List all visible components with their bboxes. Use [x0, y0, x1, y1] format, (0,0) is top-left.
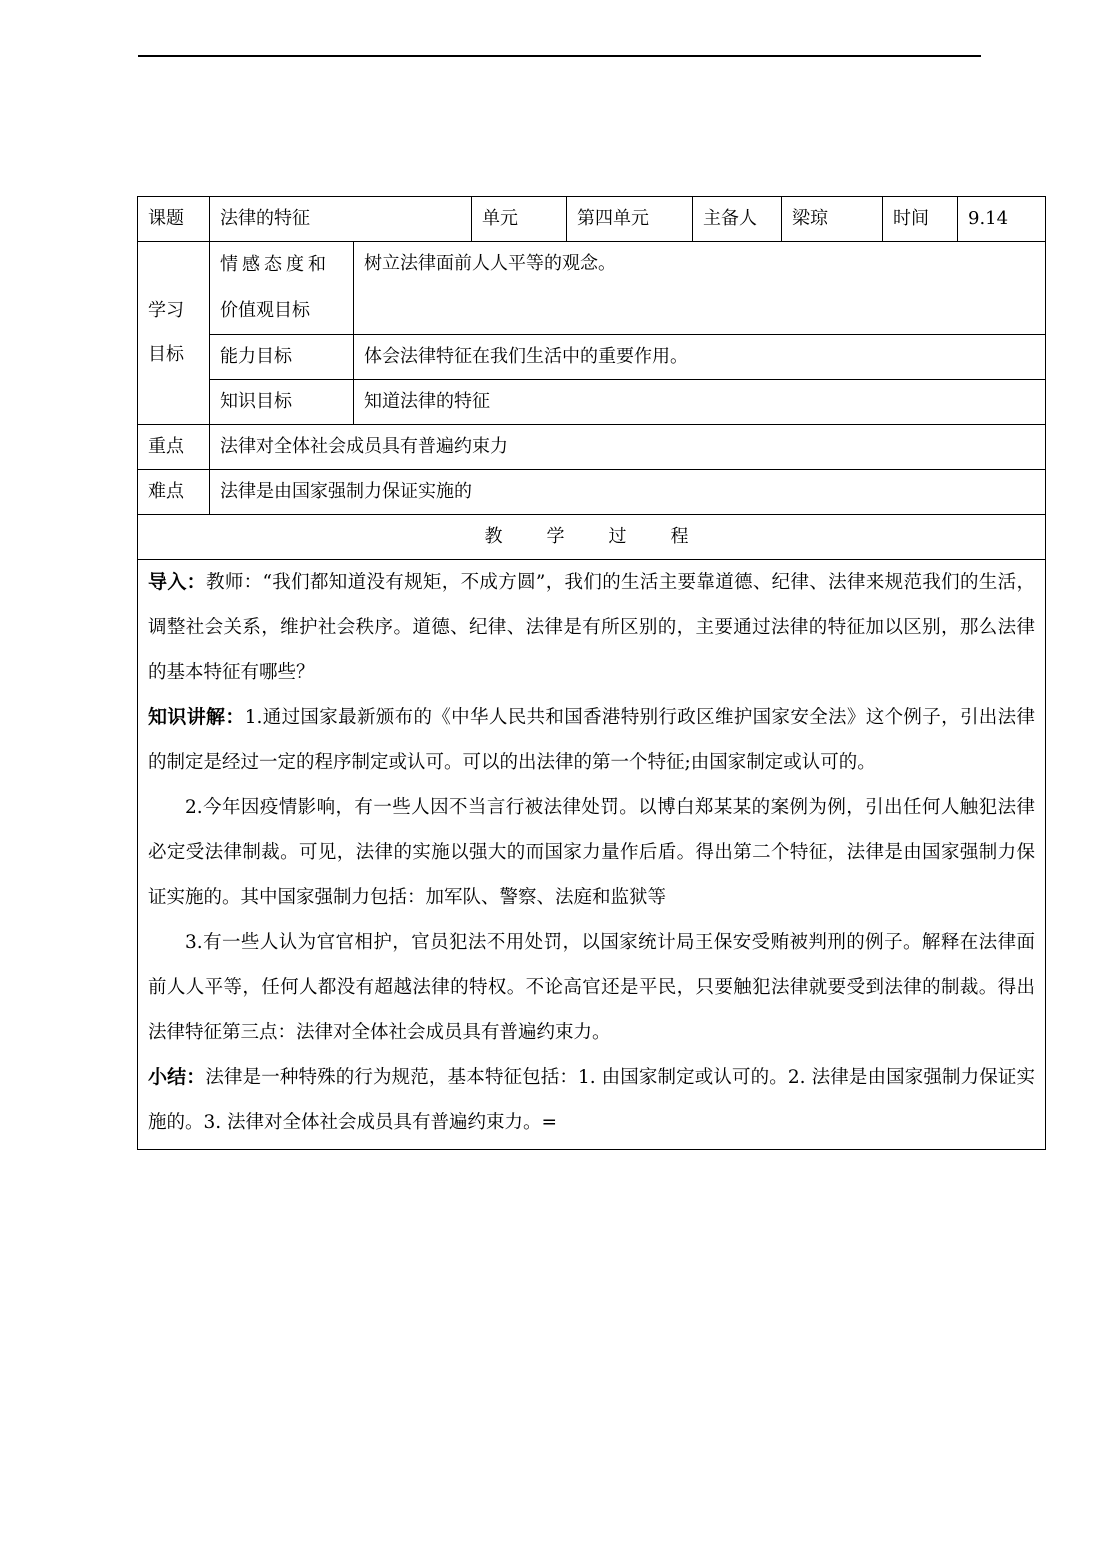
difficulty-row [138, 470, 1046, 515]
ability-objective-value: 体会法律特征在我们生活中的重要作用。 [354, 335, 1046, 380]
key-point-label: 重点 [138, 425, 210, 470]
intro-paragraph [148, 560, 1035, 695]
emotion-label-line2: 价值观目标 [220, 300, 310, 321]
knowledge-objective-label: 知识目标 [210, 380, 354, 425]
time-value: 9.14 [958, 197, 1046, 242]
intro-heading: 导入： [148, 571, 206, 593]
unit-value: 第四单元 [567, 197, 693, 242]
ability-objective-row [138, 335, 1046, 380]
course-value: 法律的特征 [210, 197, 472, 242]
key-point-value: 法律对全体社会成员具有普遍约束力 [210, 425, 1046, 470]
process-body [138, 560, 1046, 1150]
summary-text: 法律是一种特殊的行为规范，基本特征包括：1. 由国家制定或认可的。2. 法律是由国家强制力保证实施的。3. 法律对全体社会成员具有普遍约束力。= [148, 1067, 1035, 1133]
objectives-label-line2: 目标 [148, 344, 184, 365]
ability-objective-label: 能力目标 [210, 335, 354, 380]
process-body-row [138, 560, 1046, 1150]
explain-paragraph-2: 2.今年因疫情影响，有一些人因不当言行被法律处罚。以博白郑某某的案例为例，引出任何人触犯法律必定受法律制裁。可见，法律的实施以强大的而国家力量作后盾。得出第二个特征，法律是由国家强制力保证实施的。其中国家强制力包括：加军队、警察、法庭和监狱等 [148, 797, 1035, 908]
summary-heading: 小结： [148, 1066, 206, 1088]
process-title: 教学过程 [138, 515, 1046, 560]
header-row [138, 197, 1046, 242]
difficulty-value: 法律是由国家强制力保证实施的 [210, 470, 1046, 515]
key-point-row [138, 425, 1046, 470]
explain-text-1: 1.通过国家最新颁布的《中华人民共和国香港特别行政区维护国家安全法》这个例子，引出法律的制定是经过一定的程序制定或认可。可以的出法律的第一个特征;由国家制定或认可的。 [148, 707, 1035, 773]
intro-text: 教师：“我们都知道没有规矩，不成方圆”，我们的生活主要靠道德、纪律、法律来规范我们的生活，调整社会关系，维护社会秩序。道德、纪律、法律是有所区别的，主要通过法律的特征加以区别，那么法律的基本特征有哪些？ [148, 572, 1035, 683]
objectives-label-line1: 学习 [148, 300, 184, 321]
time-label: 时间 [883, 197, 958, 242]
emotion-objective-row [138, 242, 1046, 335]
header-rule [138, 55, 981, 57]
summary-paragraph [148, 1055, 1035, 1145]
objectives-label [138, 242, 210, 425]
knowledge-objective-row [138, 380, 1046, 425]
process-title-row [138, 515, 1046, 560]
emotion-objective-value: 树立法律面前人人平等的观念。 [354, 242, 1046, 335]
course-label: 课题 [138, 197, 210, 242]
difficulty-label: 难点 [138, 470, 210, 515]
lesson-plan-table [137, 196, 1046, 1150]
unit-label: 单元 [472, 197, 567, 242]
explain-heading: 知识讲解： [148, 706, 245, 728]
knowledge-objective-value: 知道法律的特征 [354, 380, 1046, 425]
preparer-label: 主备人 [693, 197, 782, 242]
emotion-label-line1: 情感态度和 [220, 254, 330, 275]
explain-paragraph-3: 3.有一些人认为官官相护，官员犯法不用处罚，以国家统计局王保安受贿被判刑的例子。解释在法律面前人人平等，任何人都没有超越法律的特权。不论高官还是平民，只要触犯法律就要受到法律的制裁。得出法律特征第三点：法律对全体社会成员具有普遍约束力。 [148, 932, 1035, 1043]
emotion-objective-label [210, 242, 354, 335]
explain-paragraph-1 [148, 695, 1035, 785]
preparer-value: 梁琼 [782, 197, 883, 242]
